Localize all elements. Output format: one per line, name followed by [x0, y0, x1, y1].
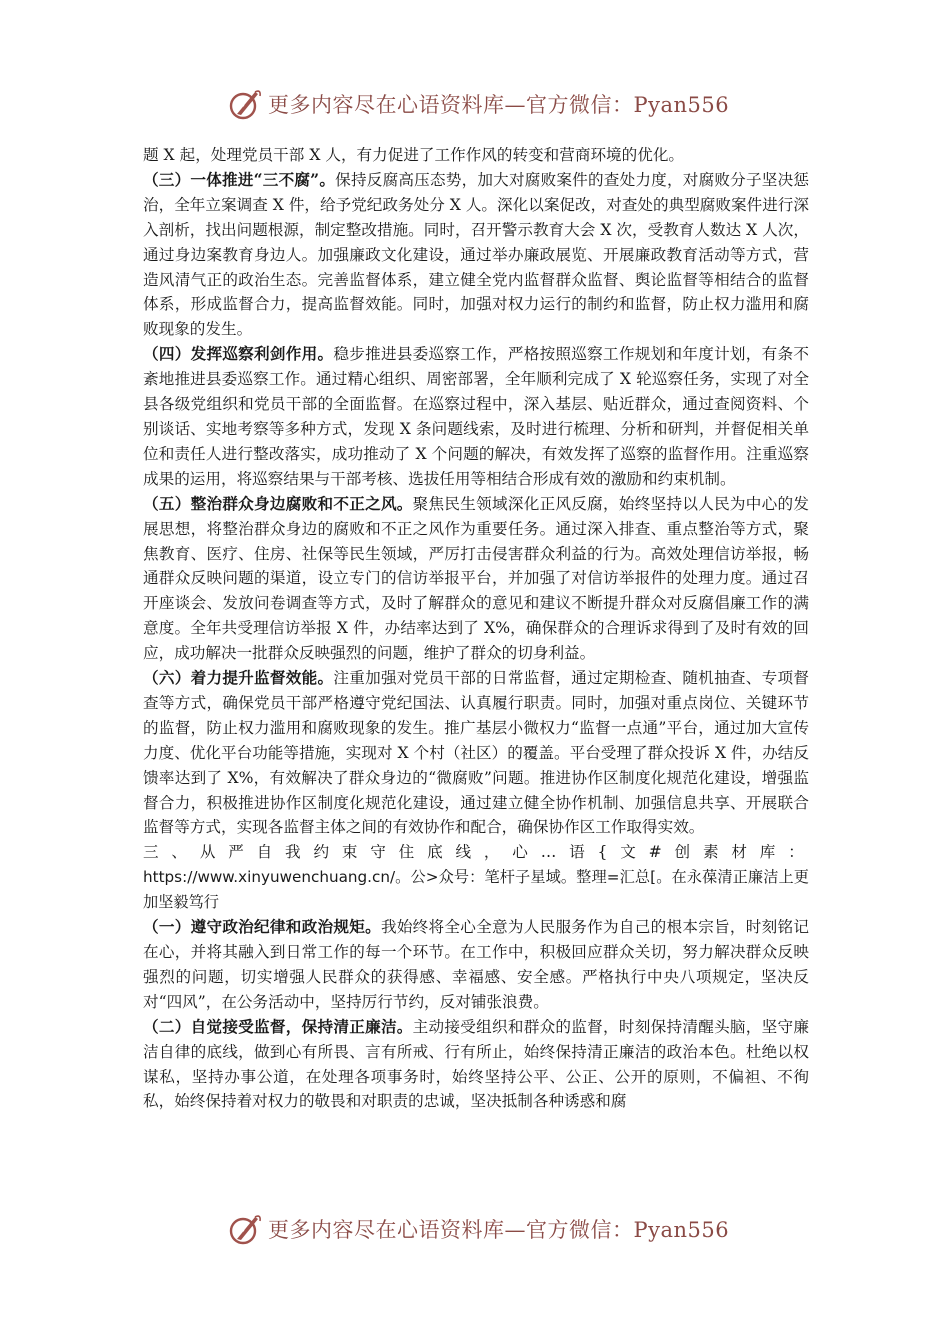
banner-text: 更多内容尽在心语资料库—官方微信：Pyan556: [268, 93, 730, 117]
url-link[interactable]: https://www.xinyuwenchuang.cn/。: [143, 868, 411, 887]
footer-banner: [228, 1211, 748, 1247]
paragraph: （一）遵守政治纪律和政治规矩。我始终将全心全意为人民服务作为自己的根本宗旨，时刻铭记在心，并将其融入到日常工作的每一个环节。在工作中，积极回应群众关切，努力解决群众反映强烈的问题，切实增强人民群众的获得感、幸福感、安全感。严格执行中央八项规定，坚决反对“四风”，在公务活动中，坚持厉行节约，反对铺张浪费。: [143, 917, 809, 1011]
quill-pen-logo-icon: [228, 87, 262, 121]
paragraph: （六）着力提升监督效能。注重加强对党员干部的日常监督，通过定期检查、随机抽查、专项督查等方式，确保党员干部严格遵守党纪国法、认真履行职责。同时，加强对重点岗位、关键环节的监督，防止权力滥用和腐败现象的发生。推广基层小微权力“监督一点通”平台，通过加大宣传力度、优化平台功能等措施，实现对 X 个村（社区）的覆盖。平台受理了群众投诉 X 件，办结反馈率达到了 X%，有效解决了群众身边的“微腐败”问题。推进协作区制度化规范化建设，增强监督合力，积极推进协作区制度化规范化建设，通过建立健全协作机制、加强信息共享、开展联合监督等方式，实现各监督主体之间的有效协作和配合，确保协作区工作取得实效。: [143, 668, 809, 837]
paragraph: 题 X 起，处理党员干部 X 人，有力促进了工作作风的转变和营商环境的优化。: [143, 146, 685, 164]
paragraph: （五）整治群众身边腐败和不正之风。聚焦民生领域深化正风反腐，始终坚持以人民为中心的发展思想，将整治群众身边的腐败和不正之风作为重要任务。通过深入排查、重点整治等方式，聚焦教育、医疗、住房、社保等民生领域，严厉打击侵害群众利益的行为。高效处理信访举报，畅通群众反映问题的渠道，设立专门的信访举报平台，并加强了对信访举报件的处理力度。通过召开座谈会、发放问卷调查等方式，及时了解群众的意见和建议不断提升群众对反腐倡廉工作的满意度。全年共受理信访举报 X 件，办结率达到了 X%，确保群众的合理诉求得到了及时有效的回应，成功解决一批群众反映强烈的问题，维护了群众的切身利益。: [143, 493, 809, 663]
paragraph: （四）发挥巡察利剑作用。稳步推进县委巡察工作，严格按照巡察工作规划和年度计划，有条不紊地推进县委巡察工作。通过精心组织、周密部署，全年顺利完成了 X 轮巡察任务，实现了对全县各级党组织和党员干部的全面监督。在巡察过程中，深入基层、贴近群众，通过查阅资料、个别谈话、实地考察等多种方式，发现 X 条问题线索，及时进行梳理、分析和研判，并督促相关单位和责任人进行整改落实，成功推动了 X 个问题的解决，有效发挥了巡察的监督作用。注重巡察成果的运用，将巡察结果与干部考核、选拔任用等相结合形成有效的激励和约束机制。: [143, 344, 809, 488]
paragraph: （三）一体推进“三不腐”。保持反腐高压态势，加大对腐败案件的查处力度，对腐败分子坚决惩治，全年立案调查 X 件，给予党纪政务处分 X 人。深化以案促改，对查处的典型腐败案件进行深入剖析，找出问题根源，制定整改措施。同时，召开警示教育大会 X 次，受教育人数达 X 人次，通过身边案教育身边人。加强廉政文化建设，通过举办廉政展览、开展廉政教育活动等方式，营造风清气正的政治生态。完善监督体系，建立健全党内监督群众监督、舆论监督等相结合的监督体系，形成监督合力，提高监督效能。同时，加强对权力运行的制约和监督，防止权力滥用和腐败现象的发生。: [143, 169, 809, 339]
paragraph: （二）自觉接受监督，保持清正廉洁。主动接受组织和群众的监督，时刻保持清醒头脑，坚守廉洁自律的底线，做到心有所畏、言有所戒、行有所止，始终保持清正廉洁的政治本色。杜绝以权谋私，坚持办事公道，在处理各项事务时，始终坚持公平、公正、公开的原则，不偏袒、不徇私，始终保持着对权力的敬畏和对职责的忠诚，坚决抵制各种诱惑和腐: [143, 1016, 809, 1111]
quill-pen-logo-icon: [228, 1212, 262, 1246]
document-body: [143, 143, 809, 1114]
section-heading: 三、从严自我约束守住底线，心…语{文#创素材库：https://www.xinyuwenchuang.cn/。公>众号：笔杆子星域。整理=汇总[。在永葆清正廉洁上更加坚毅笃行: [143, 843, 809, 912]
header-banner: [228, 86, 748, 122]
banner-text: 更多内容尽在心语资料库—官方微信：Pyan556: [268, 1218, 730, 1242]
